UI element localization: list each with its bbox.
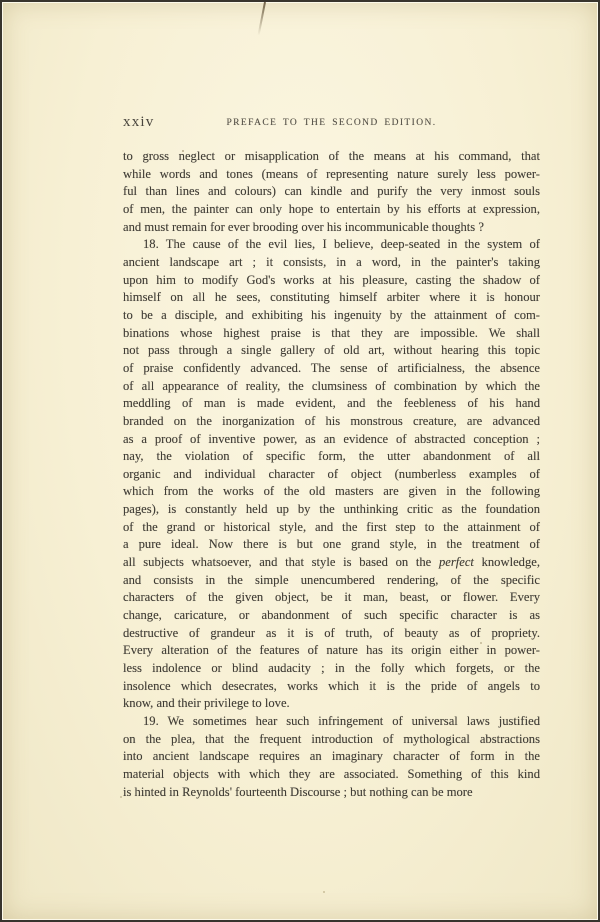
text-line: not pass through a single gallery of old art, without hearing this topic [123,343,540,358]
text-line: of men, the painter can only hope to entertain by his efforts at expression, [123,201,540,216]
text-body [123,148,540,801]
text-line: of praise confidently advanced. The sense of artificialness, the absence [123,360,540,375]
text-line: upon him to modify God's works at his pleasure, casting the shadow of [123,272,540,287]
text-line: Every alteration of the features of nature has its origin either in power- [123,643,540,658]
text-line: into ancient landscape requires an imaginary character of form in the [123,749,540,764]
text-line: meddling of man is made evident, and the feebleness of his hand [123,396,540,411]
text-line: ancient landscape art ; it consists, in a word, in the painter's taking [123,254,540,269]
text-line: while words and tones (means of representing nature surely less power- [123,166,540,181]
text-line: to gross neglect or misapplication of the means at his command, that [123,149,540,163]
text-line: on the plea, that the frequent introduction of mythological abstractions [123,731,540,746]
text-line: insolence which desecrates, works which it is the pride of angels to [123,678,540,693]
text-line: pages), is constantly held up by the unthinking critic as the foundation [123,502,540,517]
text-line: 19. We sometimes hear such infringement of universal laws justified [143,714,540,728]
text-line: to be a disciple, and exhibiting his ingenuity by the attainment of com- [123,307,540,322]
running-title: PREFACE TO THE SECOND EDITION. [226,118,437,128]
text-line: of the grand or historical style, and the first step to the attainment of [123,519,540,534]
text-line: which from the works of the old masters are given in the following [123,484,540,499]
text-line: a pure ideal. Now there is but one grand style, in the treatment of [123,537,540,552]
text-line: change, caricature, or abandonment of such specific character is as [123,608,540,623]
text-line: is hinted in Reynolds' fourteenth Discourse ; but nothing can be more [123,784,473,799]
text-line: less indolence or blind audacity ; in the folly which forgets, or the [123,661,540,676]
scan-artifact-hair [258,2,266,36]
page-number: xxiv [123,114,155,130]
text-line: ful than lines and colours) can kindle and purify the very inmost souls [123,184,540,199]
text-line: as a proof of inventive power, as an evidence of abstracted conception ; [123,431,540,446]
text-line: and consists in the simple unencumbered rendering, of the specific [123,572,540,587]
text-line: know, and their privilege to love. [123,696,290,711]
text-line: characters of the given object, be it man, beast, or flower. Every [123,590,540,605]
text-line: material objects with which they are associated. Something of this kind [123,766,540,781]
text-line: destructive of grandeur as it is of truth, of beauty as of propriety. [123,625,540,640]
text-line: nay, the violation of specific form, the utter abandonment of all [123,449,540,464]
page-header [123,114,540,136]
text-line: all subjects whatsoever, and that style is based on the perfect knowledge, [123,555,540,570]
text-line: and must remain for ever brooding over his incommunicable thoughts ? [123,219,484,234]
text-line: himself on all he sees, constituting himself arbiter where it is honour [123,290,540,305]
text-line: branded on the inorganization of his monstrous creature, are advanced [123,413,540,428]
text-line: of all appearance of reality, the clumsiness of combination by which the [123,378,540,393]
text-line: 18. The cause of the evil lies, I believe, deep-seated in the system of [143,237,540,252]
text-line: binations whose highest praise is that they are impossible. We shall [123,325,540,340]
text-line: organic and individual character of object (numberless examples of [123,466,540,481]
